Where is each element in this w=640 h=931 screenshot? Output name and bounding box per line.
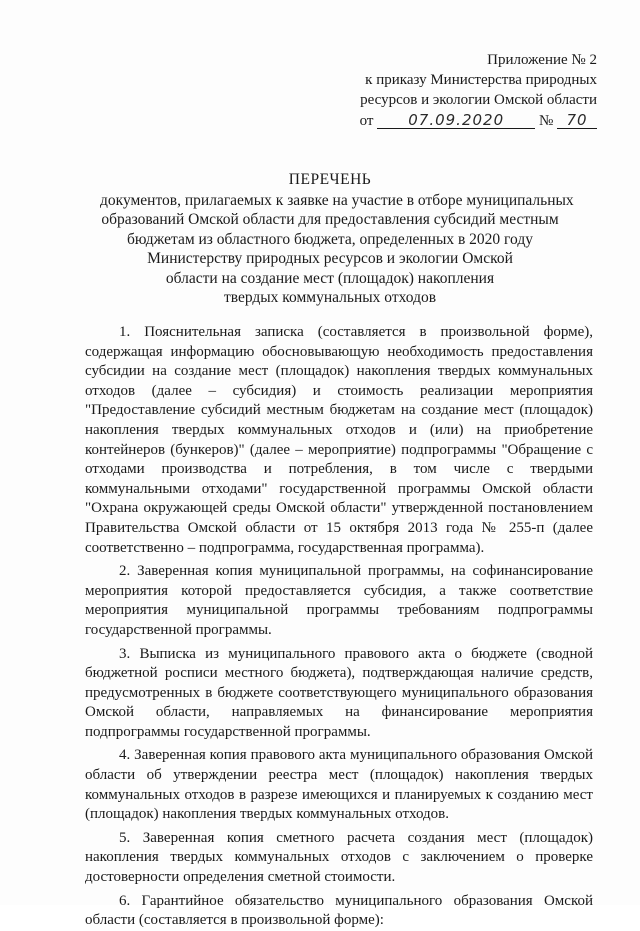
list-item-municipal-program-copy: 2. Заверенная копия муниципальной программы, на софинансирование мероприятия которой предоставляется субсидия, а также соответствие мероприятия муниципальной программы требованиям подпрограммы государственной программы.	[85, 563, 593, 638]
order-date-number-line	[360, 111, 597, 131]
appendix-ministry: ресурсов и экологии Омской области	[360, 92, 597, 108]
list-item-explanatory-note: 1. Пояснительная записка (составляется в произвольной форме), содержащая информацию обосновывающую необходимость предоставления субсидии на создание мест (площадок) накопления твердых коммунальных отходов (далее – субсидия) и стоимость реализации мероприятия "Предоставление субсидий местным бюджетам на создание мест (площадок) накопления твердых коммунальных отходов и (или) на приобретение контейнеров (бункеров)" (далее – мероприятие) подпрограммы "Обращение с отходами производства и потребления, в том числе с твердыми коммунальными отходами" государственной программы Омской области "Охрана окружающей среды Омской области" утвержденной постановлением Правительства Омской области от 15 октября 2013 года № 255-п (далее соответственно – подпрограмма, государственная программа).	[85, 324, 593, 556]
appendix-order-reference: к приказу Министерства природных	[365, 72, 597, 88]
title-line: Министерству природных ресурсов и экологии Омской	[147, 250, 513, 267]
title-line: образований Омской области для предоставления субсидий местным	[101, 211, 559, 228]
document-title-block	[100, 170, 574, 308]
title-line: твердых коммунальных отходов	[223, 289, 437, 306]
number-label: №	[538, 113, 554, 129]
appendix-number: Приложение № 2	[487, 52, 597, 68]
document-body	[85, 323, 593, 931]
document-title: ПЕРЕЧЕНЬ	[288, 171, 372, 188]
list-item-registry-act-copy: 4. Заверенная копия правового акта муниципального образования Омской области об утверждении реестра мест (площадок) накопления твердых коммунальных отходов в разрезе имеющихся и планируемых к созданию мест (площадок) накопления твердых коммунальных отходов.	[85, 747, 593, 823]
title-line: области на создание мест (площадок) накопления	[165, 269, 495, 287]
title-line: бюджетам из областного бюджета, определенных в 2020 году	[127, 230, 533, 248]
list-item-guarantee-obligation: 6. Гарантийное обязательство муниципального образования Омской области (составляется в произвольной форме):	[85, 892, 593, 929]
title-line: документов, прилагаемых к заявке на участие в отборе муниципальных	[100, 191, 574, 209]
handwritten-order-number: 70	[557, 112, 597, 129]
list-item-budget-extract: 3. Выписка из муниципального правового акта о бюджете (сводной бюджетной росписи местного бюджета), подтверждающая наличие средств, предусмотренных в бюджете соответствующего муниципального образования Омской области, направляемых на финансирование мероприятия подпрограммы государственной программы.	[85, 645, 593, 740]
appendix-header	[360, 50, 597, 131]
handwritten-date: 07.09.2020	[377, 112, 535, 129]
list-item-estimate-copy: 5. Заверенная копия сметного расчета создания мест (площадок) накопления твердых коммунальных отходов с заключением о проверке достоверности определения сметной стоимости.	[85, 829, 593, 886]
from-label: от	[359, 113, 374, 129]
